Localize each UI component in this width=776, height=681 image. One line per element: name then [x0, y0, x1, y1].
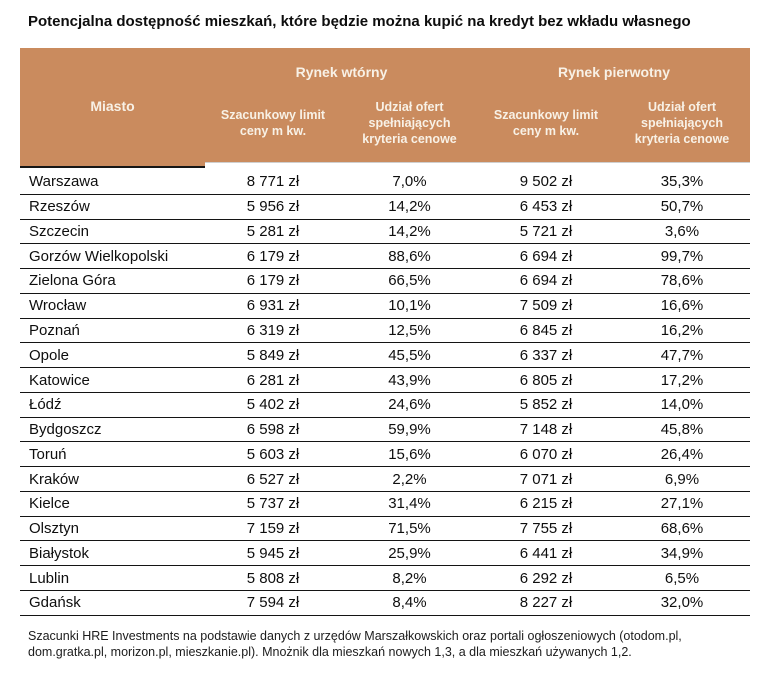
- page-title: Potencjalna dostępność mieszkań, które będzie można kupić na kredyt bez wkładu własnego: [28, 13, 691, 30]
- secondary-share-cell: 59,9%: [388, 421, 431, 439]
- secondary-limit-cell: 6 527 zł: [246, 470, 300, 488]
- secondary-limit-cell: 6 319 zł: [246, 321, 300, 339]
- secondary-share-cell: 8,4%: [392, 594, 427, 612]
- primary-share-cell: 45,8%: [660, 421, 704, 439]
- table-row: [20, 517, 750, 542]
- secondary-share-cell: 10,1%: [388, 297, 431, 315]
- city-cell: Kielce: [29, 495, 70, 513]
- table-row: [20, 418, 750, 443]
- city-cell: Katowice: [29, 371, 90, 389]
- city-cell: Białystok: [29, 544, 90, 562]
- city-cell: Olsztyn: [29, 520, 80, 538]
- primary-limit-cell: 8 227 zł: [519, 594, 573, 612]
- primary-share-cell: 16,2%: [660, 321, 704, 339]
- primary-limit-cell: 7 148 zł: [519, 421, 573, 439]
- primary-share-cell: 14,0%: [660, 396, 704, 414]
- table-row: [20, 269, 750, 294]
- secondary-share-cell: 8,2%: [392, 569, 427, 587]
- table-row: [20, 442, 750, 467]
- table-row: [20, 170, 750, 195]
- table-header: [20, 48, 750, 163]
- secondary-share-cell: 14,2%: [388, 222, 431, 240]
- column-header-city: Miasto: [90, 97, 135, 114]
- secondary-share-cell: 71,5%: [388, 520, 431, 538]
- primary-limit-cell: 7 071 zł: [519, 470, 573, 488]
- column-header-secondary-limit: Szacunkowy limit ceny m kw.: [220, 107, 326, 138]
- secondary-share-cell: 88,6%: [388, 247, 431, 265]
- column-group-primary-market: Rynek pierwotny: [557, 64, 671, 80]
- secondary-share-cell: 24,6%: [388, 396, 431, 414]
- source-note-line-1: Szacunki HRE Investments na podstawie danych z urzędów Marszałkowskich oraz portali ogłoszeniowych (otodom.pl,: [28, 628, 682, 643]
- table-row: [20, 319, 750, 344]
- secondary-limit-cell: 7 159 zł: [246, 520, 300, 538]
- table-row: [20, 343, 750, 368]
- primary-limit-cell: 6 694 zł: [519, 272, 573, 290]
- primary-share-cell: 35,3%: [660, 173, 704, 191]
- source-note: [28, 628, 756, 661]
- secondary-share-cell: 43,9%: [388, 371, 431, 389]
- table-row: [20, 492, 750, 517]
- affordability-table: [20, 48, 750, 616]
- city-cell: Bydgoszcz: [29, 421, 102, 439]
- primary-share-cell: 17,2%: [660, 371, 704, 389]
- secondary-limit-cell: 8 771 zł: [246, 173, 300, 191]
- city-cell: Łódź: [29, 396, 62, 414]
- secondary-limit-cell: 6 179 zł: [246, 272, 300, 290]
- table-body: [20, 170, 750, 616]
- primary-limit-cell: 6 694 zł: [519, 247, 573, 265]
- secondary-limit-cell: 5 737 zł: [246, 495, 300, 513]
- table-row: [20, 368, 750, 393]
- secondary-limit-cell: 5 603 zł: [246, 445, 300, 463]
- secondary-share-cell: 12,5%: [388, 321, 431, 339]
- source-note-line-2: dom.gratka.pl, morizon.pl, mieszkanie.pl). Mnożnik dla mieszkań nowych 1,3, a dla mieszkań używanych 1,2.: [28, 645, 632, 660]
- table-row: [20, 244, 750, 269]
- secondary-share-cell: 45,5%: [388, 346, 431, 364]
- city-cell: Rzeszów: [29, 198, 90, 216]
- primary-share-cell: 27,1%: [660, 495, 704, 513]
- table-row: [20, 467, 750, 492]
- primary-share-cell: 34,9%: [660, 544, 704, 562]
- secondary-share-cell: 31,4%: [388, 495, 431, 513]
- city-cell: Warszawa: [29, 173, 99, 191]
- city-cell: Poznań: [29, 321, 80, 339]
- primary-share-cell: 99,7%: [660, 247, 704, 265]
- primary-share-cell: 16,6%: [660, 297, 704, 315]
- table-row: [20, 195, 750, 220]
- primary-limit-cell: 7 755 zł: [519, 520, 573, 538]
- city-cell: Opole: [29, 346, 70, 364]
- city-cell: Wrocław: [29, 297, 87, 315]
- column-group-secondary-market: Rynek wtórny: [295, 64, 388, 80]
- secondary-share-cell: 15,6%: [388, 445, 431, 463]
- column-header-secondary-share: Udział ofert spełniających kryteria cenowe: [362, 99, 457, 146]
- table-row: [20, 294, 750, 319]
- column-header-primary-share: Udział ofert spełniających kryteria cenowe: [634, 99, 730, 146]
- city-cell: Zielona Góra: [29, 272, 116, 290]
- primary-share-cell: 68,6%: [660, 520, 704, 538]
- primary-limit-cell: 6 292 zł: [519, 569, 573, 587]
- primary-share-cell: 47,7%: [660, 346, 704, 364]
- primary-limit-cell: 5 852 zł: [519, 396, 573, 414]
- table-row: [20, 591, 750, 616]
- secondary-limit-cell: 5 849 zł: [246, 346, 300, 364]
- primary-limit-cell: 7 509 zł: [519, 297, 573, 315]
- primary-share-cell: 6,5%: [664, 569, 700, 587]
- primary-share-cell: 50,7%: [660, 198, 704, 216]
- secondary-limit-cell: 6 281 zł: [246, 371, 300, 389]
- secondary-share-cell: 2,2%: [392, 470, 427, 488]
- primary-limit-cell: 6 070 zł: [519, 445, 573, 463]
- secondary-share-cell: 7,0%: [392, 173, 427, 191]
- secondary-limit-cell: 5 402 zł: [246, 396, 300, 414]
- primary-limit-cell: 6 337 zł: [519, 346, 573, 364]
- primary-limit-cell: 6 441 zł: [519, 544, 573, 562]
- primary-share-cell: 6,9%: [664, 470, 700, 488]
- primary-share-cell: 26,4%: [660, 445, 704, 463]
- primary-limit-cell: 6 845 zł: [519, 321, 573, 339]
- primary-limit-cell: 6 805 zł: [519, 371, 573, 389]
- city-cell: Kraków: [29, 470, 80, 488]
- primary-limit-cell: 9 502 zł: [519, 173, 573, 191]
- primary-limit-cell: 6 453 zł: [519, 198, 573, 216]
- table-row: [20, 566, 750, 591]
- city-cell: Lublin: [29, 569, 70, 587]
- city-cell: Toruń: [29, 445, 67, 463]
- city-cell: Gorzów Wielkopolski: [29, 247, 169, 265]
- primary-limit-cell: 5 721 zł: [519, 222, 573, 240]
- table-row: [20, 220, 750, 245]
- city-cell: Gdańsk: [29, 594, 81, 612]
- primary-share-cell: 32,0%: [660, 594, 704, 612]
- secondary-limit-cell: 7 594 zł: [246, 594, 300, 612]
- secondary-limit-cell: 5 281 zł: [246, 222, 300, 240]
- secondary-limit-cell: 5 945 zł: [246, 544, 300, 562]
- column-header-primary-limit: Szacunkowy limit ceny m kw.: [493, 107, 599, 138]
- city-cell: Szczecin: [29, 222, 90, 240]
- secondary-share-cell: 14,2%: [388, 198, 431, 216]
- secondary-share-cell: 66,5%: [388, 272, 431, 290]
- primary-limit-cell: 6 215 zł: [519, 495, 573, 513]
- secondary-limit-cell: 6 598 zł: [246, 421, 300, 439]
- table-row: [20, 541, 750, 566]
- secondary-share-cell: 25,9%: [388, 544, 431, 562]
- primary-share-cell: 3,6%: [664, 222, 700, 240]
- table-row: [20, 393, 750, 418]
- secondary-limit-cell: 5 956 zł: [246, 198, 300, 216]
- secondary-limit-cell: 5 808 zł: [246, 569, 300, 587]
- primary-share-cell: 78,6%: [660, 272, 704, 290]
- secondary-limit-cell: 6 931 zł: [246, 297, 300, 315]
- secondary-limit-cell: 6 179 zł: [246, 247, 300, 265]
